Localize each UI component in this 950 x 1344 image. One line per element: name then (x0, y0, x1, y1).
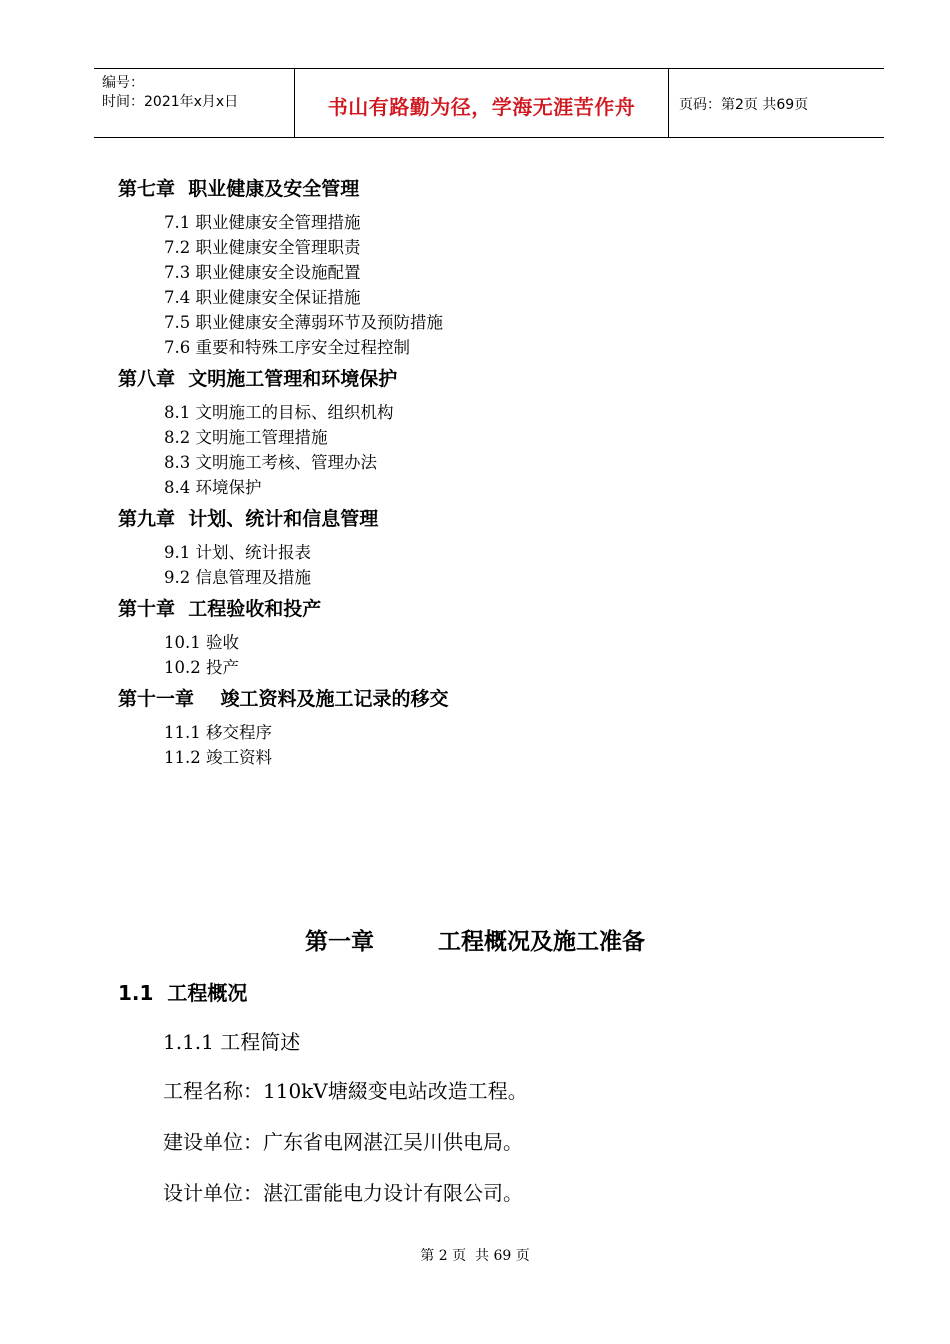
toc-item: 8.4 环境保护 (164, 478, 262, 497)
chapter-heading: 第一章 工程概况及施工准备 (304, 929, 646, 955)
toc-item: 7.5 职业健康安全薄弱环节及预防措施 (164, 313, 443, 332)
toc-chapter-9 (118, 506, 838, 590)
header-page-cell (669, 69, 884, 137)
toc-item: 7.6 重要和特殊工序安全过程控制 (164, 338, 410, 357)
header-motto: 书山有路勤为径，学海无涯苦作舟 (327, 95, 636, 119)
project-name-line: 工程名称：110kV塘綴变电站改造工程。 (163, 1079, 528, 1103)
header-page-number: 页码：第2页 共69页 (679, 97, 809, 113)
toc-chapter-title: 第七章 职业健康及安全管理 (118, 178, 360, 200)
toc-chapter-title: 第十一章 竣工资料及施工记录的移交 (118, 688, 449, 710)
header-motto-cell (295, 69, 669, 137)
designer-line: 设计单位：湛江雷能电力设计有限公司。 (163, 1181, 523, 1205)
toc-item: 10.2 投产 (164, 658, 239, 677)
toc-item: 7.2 职业健康安全管理职责 (164, 238, 361, 257)
subsection-heading: 1.1.1 工程简述 (163, 1030, 301, 1054)
toc-chapter-11 (118, 686, 838, 770)
toc-chapter-title: 第八章 文明施工管理和环境保护 (118, 368, 398, 390)
table-of-contents (118, 176, 838, 776)
toc-item: 7.3 职业健康安全设施配置 (164, 263, 361, 282)
toc-item: 8.2 文明施工管理措施 (164, 428, 328, 447)
doc-number-label: 编号： (102, 75, 144, 91)
toc-item: 7.4 职业健康安全保证措施 (164, 288, 361, 307)
section-heading: 1.1 工程概况 (118, 981, 248, 1005)
toc-item: 9.1 计划、统计报表 (164, 543, 311, 562)
page-header (94, 68, 884, 138)
toc-item: 11.2 竣工资料 (164, 748, 272, 767)
toc-chapter-8 (118, 366, 838, 500)
toc-item: 9.2 信息管理及措施 (164, 568, 311, 587)
toc-chapter-7 (118, 176, 838, 360)
builder-line: 建设单位：广东省电网湛江吴川供电局。 (163, 1130, 523, 1154)
doc-time-label: 时间：2021年x月x日 (102, 94, 239, 110)
toc-item: 8.1 文明施工的目标、组织机构 (164, 403, 394, 422)
toc-item: 11.1 移交程序 (164, 723, 272, 742)
header-meta-cell (94, 69, 295, 137)
toc-chapter-10 (118, 596, 838, 680)
toc-item: 10.1 验收 (164, 633, 239, 652)
page-footer: 第 2 页 共 69 页 (420, 1248, 530, 1264)
toc-chapter-title: 第十章 工程验收和投产 (118, 598, 322, 620)
toc-item: 7.1 职业健康安全管理措施 (164, 213, 361, 232)
toc-item: 8.3 文明施工考核、管理办法 (164, 453, 377, 472)
toc-chapter-title: 第九章 计划、统计和信息管理 (118, 508, 379, 530)
